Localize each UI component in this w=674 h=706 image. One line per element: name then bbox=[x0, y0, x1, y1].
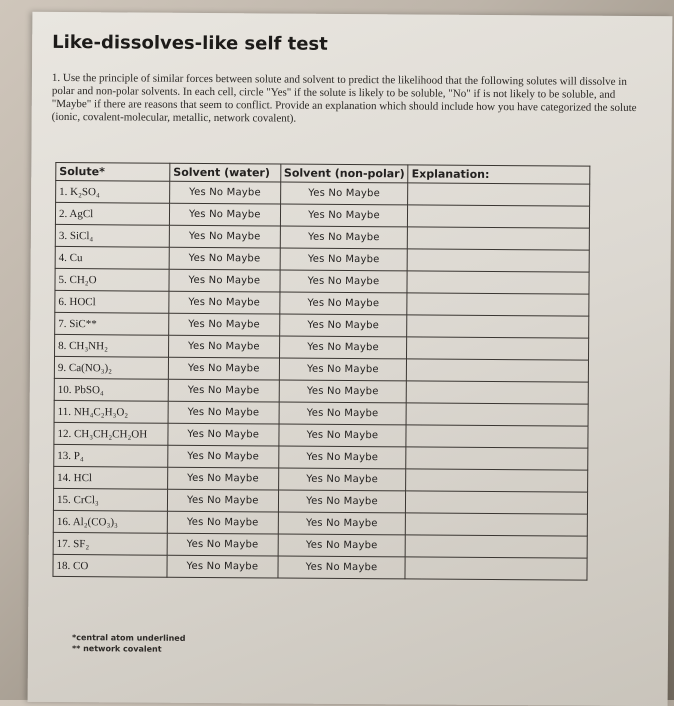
explanation-cell[interactable] bbox=[407, 359, 589, 382]
nonpolar-choice-cell[interactable]: Yes No Maybe bbox=[278, 556, 406, 579]
page-title: Like-dissolves-like self test bbox=[52, 31, 328, 55]
solute-cell: 18. CO bbox=[53, 554, 167, 577]
water-choice-cell[interactable]: Yes No Maybe bbox=[169, 203, 280, 226]
explanation-cell[interactable] bbox=[408, 227, 590, 250]
solute-cell: 5. CH₂O bbox=[55, 268, 169, 291]
explanation-cell[interactable] bbox=[407, 337, 589, 360]
explanation-cell[interactable] bbox=[407, 271, 589, 294]
nonpolar-choice-cell[interactable]: Yes No Maybe bbox=[280, 248, 408, 271]
solute-cell: 1. K₂SO₄ bbox=[56, 180, 170, 203]
solute-cell: 6. HOCl bbox=[55, 290, 169, 313]
solute-cell: 12. CH₃CH₂CH₂OH bbox=[54, 422, 168, 445]
nonpolar-choice-cell[interactable]: Yes No Maybe bbox=[280, 270, 408, 293]
water-choice-cell[interactable]: Yes No Maybe bbox=[167, 489, 278, 512]
solute-cell: 8. CH₃NH₂ bbox=[55, 334, 169, 357]
explanation-cell[interactable] bbox=[408, 205, 590, 228]
table-row bbox=[53, 554, 587, 580]
solute-cell: 13. P₄ bbox=[54, 444, 168, 467]
header-solute: Solute* bbox=[56, 162, 170, 181]
footnote-network-covalent: ** network covalent bbox=[71, 644, 162, 654]
nonpolar-choice-cell[interactable]: Yes No Maybe bbox=[280, 204, 408, 227]
nonpolar-choice-cell[interactable]: Yes No Maybe bbox=[278, 468, 406, 491]
nonpolar-choice-cell[interactable]: Yes No Maybe bbox=[279, 358, 407, 381]
table-body bbox=[53, 180, 590, 580]
explanation-cell[interactable] bbox=[407, 293, 589, 316]
solute-cell: 15. CrCl₃ bbox=[53, 488, 167, 511]
explanation-cell[interactable] bbox=[406, 425, 588, 448]
water-choice-cell[interactable]: Yes No Maybe bbox=[168, 445, 279, 468]
water-choice-cell[interactable]: Yes No Maybe bbox=[168, 401, 279, 424]
nonpolar-choice-cell[interactable]: Yes No Maybe bbox=[279, 336, 407, 359]
nonpolar-choice-cell[interactable]: Yes No Maybe bbox=[279, 380, 407, 403]
water-choice-cell[interactable]: Yes No Maybe bbox=[168, 423, 279, 446]
nonpolar-choice-cell[interactable]: Yes No Maybe bbox=[279, 292, 407, 315]
explanation-cell[interactable] bbox=[406, 403, 588, 426]
solute-cell: 17. SF₂ bbox=[53, 532, 167, 555]
water-choice-cell[interactable]: Yes No Maybe bbox=[169, 335, 280, 358]
explanation-cell[interactable] bbox=[406, 469, 588, 492]
solute-cell: 14. HCl bbox=[54, 466, 168, 489]
solute-cell: 10. PbSO₄ bbox=[54, 378, 168, 401]
header-nonpolar: Solvent (non-polar) bbox=[280, 164, 408, 183]
solute-cell: 4. Cu bbox=[55, 246, 169, 269]
nonpolar-choice-cell[interactable]: Yes No Maybe bbox=[278, 446, 406, 469]
water-choice-cell[interactable]: Yes No Maybe bbox=[169, 313, 280, 336]
water-choice-cell[interactable]: Yes No Maybe bbox=[168, 379, 279, 402]
footnotes bbox=[72, 632, 186, 655]
instructions-text: 1. Use the principle of similar forces between solute and solvent to predict the likelihood that the following solutes will dissolve in polar and non-polar solvents. In each cell, circle "Yes" if the solute is likely to be soluble, "No" if is not likely to be soluble, and "Maybe" if there are reasons that seem to conflict. Provide an explanation which should include how you have categorized the solute (ionic, covalent-molecular, metallic, network covalent). bbox=[51, 71, 637, 125]
nonpolar-choice-cell[interactable]: Yes No Maybe bbox=[279, 402, 407, 425]
water-choice-cell[interactable]: Yes No Maybe bbox=[168, 357, 279, 380]
water-choice-cell[interactable]: Yes No Maybe bbox=[169, 247, 280, 270]
solute-cell: 9. Ca(NO₃)₂ bbox=[54, 356, 168, 379]
explanation-cell[interactable] bbox=[407, 315, 589, 338]
footnote-central-atom: *central atom underlined bbox=[72, 633, 186, 643]
solute-cell: 11. NH₄C₂H₃O₂ bbox=[54, 400, 168, 423]
water-choice-cell[interactable]: Yes No Maybe bbox=[167, 555, 278, 578]
nonpolar-choice-cell[interactable]: Yes No Maybe bbox=[280, 226, 408, 249]
nonpolar-choice-cell[interactable]: Yes No Maybe bbox=[278, 490, 406, 513]
explanation-cell[interactable] bbox=[407, 249, 589, 272]
nonpolar-choice-cell[interactable]: Yes No Maybe bbox=[279, 314, 407, 337]
solute-cell: 16. Al₂(CO₃)₃ bbox=[53, 510, 167, 533]
worksheet-paper bbox=[28, 12, 673, 706]
explanation-cell[interactable] bbox=[407, 381, 589, 404]
explanation-cell[interactable] bbox=[405, 557, 587, 580]
water-choice-cell[interactable]: Yes No Maybe bbox=[169, 291, 280, 314]
solute-cell: 3. SiCl₄ bbox=[55, 224, 169, 247]
water-choice-cell[interactable]: Yes No Maybe bbox=[167, 511, 278, 534]
water-choice-cell[interactable]: Yes No Maybe bbox=[169, 269, 280, 292]
nonpolar-choice-cell[interactable]: Yes No Maybe bbox=[279, 424, 407, 447]
water-choice-cell[interactable]: Yes No Maybe bbox=[167, 533, 278, 556]
nonpolar-choice-cell[interactable]: Yes No Maybe bbox=[278, 534, 406, 557]
water-choice-cell[interactable]: Yes No Maybe bbox=[168, 467, 279, 490]
explanation-cell[interactable] bbox=[406, 491, 588, 514]
solute-cell: 2. AgCl bbox=[55, 202, 169, 225]
explanation-cell[interactable] bbox=[408, 183, 590, 206]
water-choice-cell[interactable]: Yes No Maybe bbox=[169, 225, 280, 248]
solubility-table bbox=[52, 162, 590, 581]
water-choice-cell[interactable]: Yes No Maybe bbox=[170, 181, 281, 204]
header-water: Solvent (water) bbox=[170, 163, 281, 182]
nonpolar-choice-cell[interactable]: Yes No Maybe bbox=[280, 182, 408, 205]
solute-cell: 7. SiC** bbox=[55, 312, 169, 335]
explanation-cell[interactable] bbox=[406, 513, 588, 536]
explanation-cell[interactable] bbox=[405, 535, 587, 558]
nonpolar-choice-cell[interactable]: Yes No Maybe bbox=[278, 512, 406, 535]
header-explanation: Explanation: bbox=[408, 165, 590, 184]
explanation-cell[interactable] bbox=[406, 447, 588, 470]
